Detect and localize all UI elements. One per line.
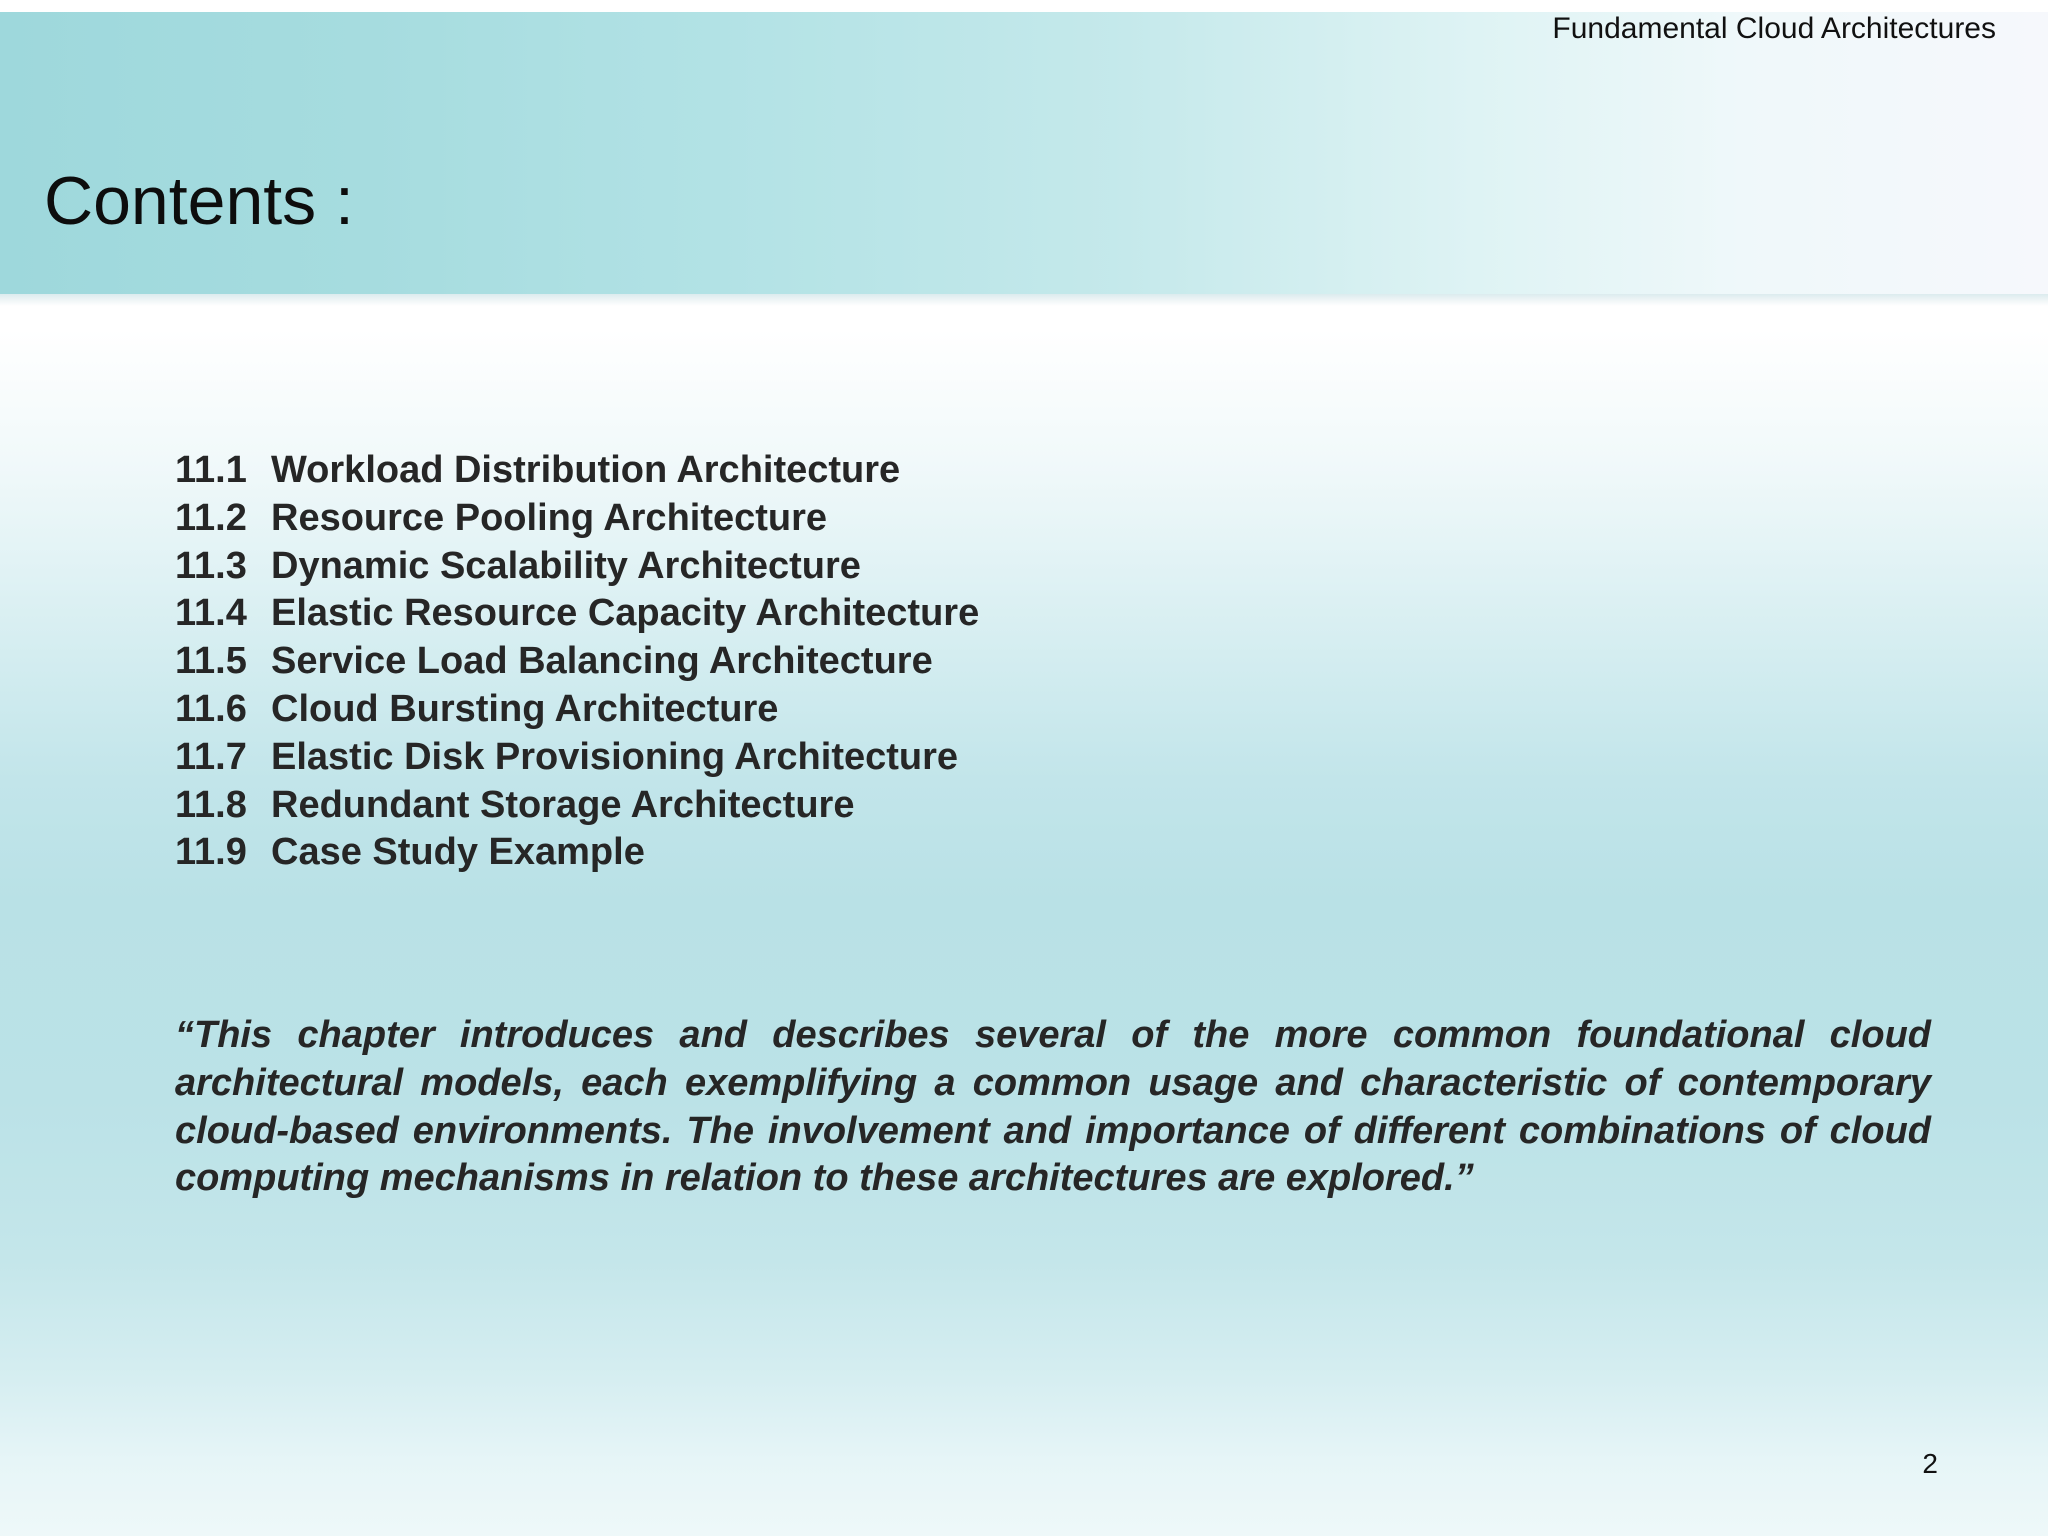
chapter-quote: “This chapter introduces and describes several of the more common foundational cloud architectural models, each exemplifying a common usage and characteristic of contemporary cloud-based environments. The involvement and importance of different combinations of cloud computing mechanisms in relation to these architectures are explored.”: [175, 1014, 1931, 1200]
toc-item: [175, 590, 979, 638]
page-number: 2: [1922, 1448, 1938, 1479]
toc-item-number: 11.8: [175, 783, 247, 826]
toc-item-number: 11.4: [175, 592, 247, 635]
toc-item: [175, 829, 979, 877]
toc-item-title: Resource Pooling Architecture: [271, 496, 828, 539]
toc-item-title: Elastic Disk Provisioning Architecture: [271, 735, 959, 778]
toc-item-title: Case Study Example: [271, 831, 645, 874]
toc-item-title: Service Load Balancing Architecture: [271, 640, 933, 683]
toc-item-title: Cloud Bursting Architecture: [271, 687, 779, 730]
toc-item: [175, 495, 979, 543]
toc-item: [175, 686, 979, 734]
toc-item: [175, 638, 979, 686]
toc-item-number: 11.6: [175, 687, 247, 730]
toc-item-title: Workload Distribution Architecture: [271, 449, 901, 491]
header-band: [0, 12, 2048, 294]
top-strip: [0, 0, 2048, 12]
toc-item-number: 11.2: [175, 496, 247, 539]
toc-item: [175, 782, 979, 830]
toc-item: [175, 734, 979, 782]
slide-title: Contents :: [44, 163, 354, 239]
toc-item-title: Elastic Resource Capacity Architecture: [271, 592, 980, 635]
toc-item-number: 11.3: [175, 544, 247, 587]
header-band-shadow: [0, 294, 2048, 306]
toc-item-number: 11.1: [175, 449, 247, 491]
toc-item-number: 11.7: [175, 735, 247, 778]
table-of-contents: [175, 447, 979, 877]
toc-item-title: Redundant Storage Architecture: [271, 783, 855, 826]
toc-item-title: Dynamic Scalability Architecture: [271, 544, 861, 587]
toc-item-number: 11.9: [175, 831, 247, 874]
running-header: Fundamental Cloud Architectures: [1552, 12, 1996, 45]
toc-item: [175, 543, 979, 591]
toc-item: [175, 447, 979, 495]
toc-item-number: 11.5: [175, 640, 247, 683]
